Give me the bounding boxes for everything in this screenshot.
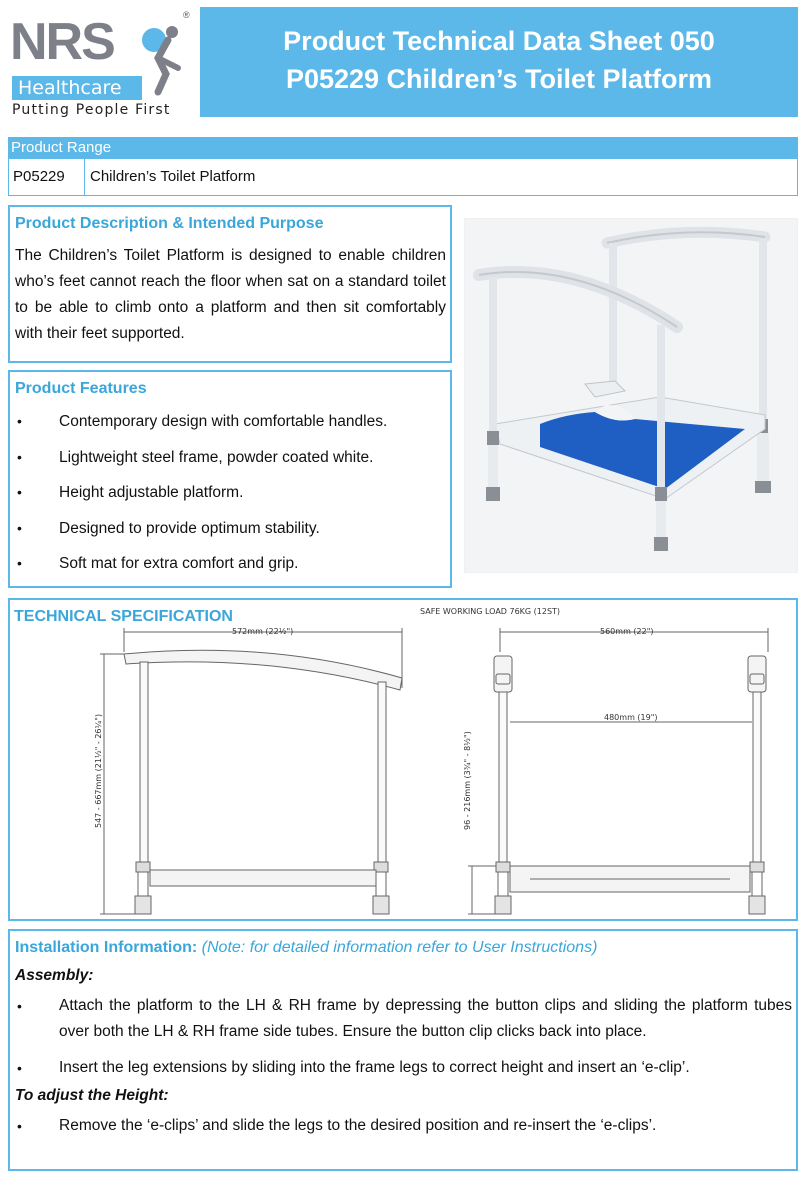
features-heading: Product Features	[15, 380, 147, 397]
nrs-logo	[8, 8, 194, 120]
features-section	[8, 370, 452, 588]
registered-mark: ®	[183, 10, 190, 20]
feature-item: • Contemporary design with comfortable handles.	[15, 404, 446, 440]
logo-brand: NRS	[10, 13, 114, 71]
technical-drawing	[10, 600, 796, 919]
side-height-label: 547 - 667mm (21½" - 26¼")	[94, 713, 103, 828]
feature-item: • Designed to provide optimum stability.	[15, 511, 446, 547]
logo-healthcare: Healthcare	[12, 76, 142, 100]
feature-item: • Soft mat for extra comfort and grip.	[15, 546, 446, 582]
description-heading: Product Description & Intended Purpose	[15, 215, 324, 232]
installation-heading-line	[15, 939, 792, 957]
assembly-item: • Attach the platform to the LH & RH frame by depressing the button clips and sliding the platform tubes over both the LH & RH frame side tubes. Ensure the button clip clicks back into place.	[15, 989, 792, 1045]
assembly-item: • Insert the leg extensions by sliding into the frame legs to correct height and insert an ‘e-clip’.	[15, 1051, 792, 1081]
title-line-2: P05229 Children’s Toilet Platform	[285, 64, 713, 94]
title-line-1: Product Technical Data Sheet 050	[283, 26, 715, 56]
logo-tagline: Putting People First	[12, 102, 171, 118]
assembly-list	[15, 989, 792, 1081]
installation-section	[8, 929, 798, 1171]
installation-heading: Installation Information:	[15, 939, 198, 956]
installation-note: (Note: for detailed information refer to User Instructions)	[201, 939, 598, 956]
technical-specification-section	[8, 598, 798, 921]
features-list	[15, 404, 446, 582]
product-range-row	[8, 159, 798, 196]
product-range-header: Product Range	[8, 137, 798, 159]
adjust-height-item: • Remove the ‘e-clips’ and slide the legs to the desired position and re-insert the ‘e-clips’.	[15, 1109, 792, 1139]
adjust-height-list	[15, 1109, 792, 1139]
feature-item: • Height adjustable platform.	[15, 475, 446, 511]
toilet-platform-illustration	[465, 219, 799, 574]
description-text: The Children’s Toilet Platform is designed to enable children who’s feet cannot reach the floor when sat on a standard toilet to be able to climb onto a platform and then sit comfortably with their feet supported.	[15, 247, 446, 342]
assembly-label: Assembly:	[15, 967, 94, 984]
technical-specification-heading: TECHNICAL SPECIFICATION	[14, 608, 233, 625]
front-width-label: 560mm (22")	[600, 627, 654, 636]
product-code: P05229	[9, 159, 85, 195]
front-height-label: 96 - 216mm (3¾" - 8½")	[463, 731, 472, 830]
adjust-height-label: To adjust the Height:	[15, 1087, 169, 1104]
feature-item: • Lightweight steel frame, powder coated white.	[15, 440, 446, 476]
product-photo	[464, 218, 798, 573]
page-title	[200, 7, 798, 117]
side-width-label: 572mm (22½")	[232, 627, 294, 636]
safe-working-load-label: SAFE WORKING LOAD 76KG (12ST)	[420, 607, 561, 616]
front-inner-width-label: 480mm (19")	[604, 713, 658, 722]
side-view-drawing	[100, 628, 402, 914]
description-section	[8, 205, 452, 363]
product-name: Children’s Toilet Platform	[90, 168, 256, 185]
product-range-table	[8, 137, 798, 196]
front-view-drawing	[468, 628, 768, 914]
